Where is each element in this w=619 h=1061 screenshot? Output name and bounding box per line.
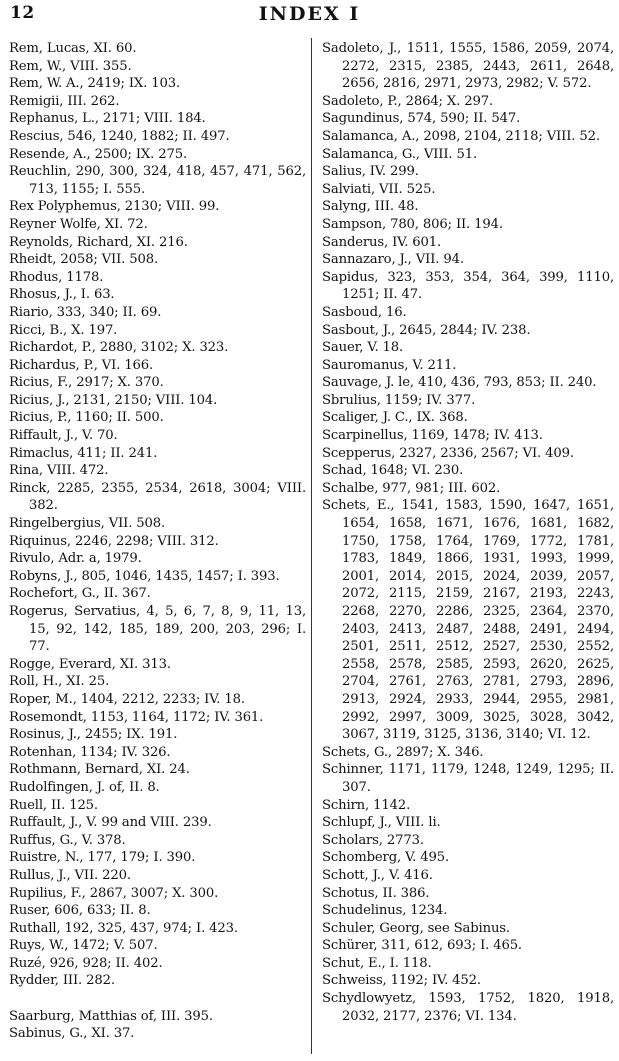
- index-entry: Rochefort, G., II. 367.: [9, 586, 151, 602]
- index-entry: Sauromanus, V. 211.: [322, 357, 457, 373]
- index-entry: Salyng, III. 48.: [322, 199, 419, 215]
- index-column-left: [9, 40, 306, 1043]
- index-entry: Resende, A., 2500; IX. 275.: [9, 146, 188, 162]
- index-entry: Schut, E., I. 118.: [322, 955, 432, 971]
- index-entry: Schirn, 1142.: [322, 797, 411, 813]
- index-entry: Schürer, 311, 612, 693; I. 465.: [322, 938, 522, 954]
- index-entry: Rosinus, J., 2455; IX. 191.: [9, 727, 178, 743]
- index-entry: Rem, Lucas, XI. 60.: [9, 41, 137, 56]
- index-entry: Schott, J., V. 416.: [322, 867, 433, 883]
- page-header: [0, 0, 619, 34]
- index-entry: Richardot, P., 2880, 3102; X. 323.: [9, 340, 229, 356]
- index-entry: Scholars, 2773.: [322, 832, 424, 848]
- index-entry: Scepperus, 2327, 2336, 2567; VI. 409.: [322, 445, 574, 461]
- index-entry: Rotenhan, 1134; IV. 326.: [9, 744, 171, 760]
- index-entry: Schuler, Georg, see Sabinus.: [322, 920, 510, 936]
- index-entry: Ruffus, G., V. 378.: [9, 832, 126, 848]
- index-entry: Rina, VIII. 472.: [9, 463, 109, 479]
- index-entry: Rephanus, L., 2171; VIII. 184.: [9, 111, 206, 127]
- index-entry: Ruthall, 192, 325, 437, 974; I. 423.: [9, 920, 238, 936]
- index-entry: Rupilius, F., 2867, 3007; X. 300.: [9, 885, 219, 901]
- index-entry: Schalbe, 977, 981; III. 602.: [322, 480, 501, 496]
- index-entry: Sannazaro, J., VII. 94.: [322, 252, 464, 268]
- column-divider: [311, 38, 312, 1054]
- index-entry: Schad, 1648; VI. 230.: [322, 463, 464, 479]
- index-entry: Schydlowyetz, 1593, 1752, 1820, 1918, 2032, 2177, 2376; VI. 134.: [322, 991, 614, 1024]
- index-entry: Schinner, 1171, 1179, 1248, 1249, 1295; II. 307.: [322, 762, 614, 795]
- index-entry: Rimaclus, 411; II. 241.: [9, 445, 158, 461]
- index-entry: Rosemondt, 1153, 1164, 1172; IV. 361.: [9, 709, 264, 725]
- index-entry: Roll, H., XI. 25.: [9, 674, 110, 690]
- index-entry: Remigii, III. 262.: [9, 93, 120, 109]
- index-entry: Robyns, J., 805, 1046, 1435, 1457; I. 393.: [9, 568, 280, 584]
- running-head: INDEX I: [258, 3, 361, 25]
- index-entry: Schlupf, J., VIII. li.: [322, 815, 441, 831]
- index-entry: Rhodus, 1178.: [9, 269, 104, 285]
- index-entry: Richardus, P., VI. 166.: [9, 357, 154, 373]
- index-entry: Rheidt, 2058; VII. 508.: [9, 252, 159, 268]
- index-entry: Sauvage, J. le, 410, 436, 793, 853; II. 240.: [322, 375, 597, 391]
- index-entry: Schets, E., 1541, 1583, 1590, 1647, 1651, 1654, 1658, 1671, 1676, 1681, 1682, 1750, 1758, 1764, 1769, 1772, 1781, 1783, 1849, 1866, 1931, 1993, 1999, 2001, 2014, 2015, 2024, 2039, 2057, 2072, 2115, 2159, 2167, 2193, 2243, 2268, 2270, 2286, 2325, 2364, 2370, 2403, 2413, 2487, 2488, 2491, 2494, 2501, 2511, 2512, 2527, 2530, 2552, 2558, 2578, 2585, 2593, 2620, 2625, 2704, 2761, 2763, 2781, 2793, 2896, 2913, 2924, 2933, 2944, 2955, 2981, 2992, 2997, 3009, 3025, 3028, 3042, 3067, 3119, 3125, 3136, 3140; VI. 12.: [322, 498, 614, 743]
- index-entry: Ruzé, 926, 928; II. 402.: [9, 955, 163, 971]
- index-entry: Salamanca, A., 2098, 2104, 2118; VIII. 52.: [322, 128, 600, 144]
- index-entry: Rem, W., VIII. 355.: [9, 58, 132, 74]
- index-entry: Sagundinus, 574, 590; II. 547.: [322, 111, 521, 127]
- index-entry: Ruistre, N., 177, 179; I. 390.: [9, 850, 196, 866]
- index-entry: Salamanca, G., VIII. 51.: [322, 146, 478, 162]
- index-entry: Ricius, P., 1160; II. 500.: [9, 410, 164, 426]
- index-entry: Sabinus, G., XI. 37.: [9, 1026, 135, 1042]
- index-entry: Ruser, 606, 633; II. 8.: [9, 903, 151, 919]
- index-entry: Reynolds, Richard, XI. 216.: [9, 234, 188, 250]
- index-entry: Rhosus, J., I. 63.: [9, 287, 115, 303]
- index-entry: Rem, W. A., 2419; IX. 103.: [9, 76, 180, 92]
- index-entry: Rogge, Everard, XI. 313.: [9, 656, 171, 672]
- index-entry: Ruell, II. 125.: [9, 797, 98, 813]
- index-entry: Sasbout, J., 2645, 2844; IV. 238.: [322, 322, 531, 338]
- index-entry: Schets, G., 2897; X. 346.: [322, 744, 484, 760]
- index-entry: Rivulo, Adr. a, 1979.: [9, 551, 142, 567]
- index-entry: Saarburg, Matthias of, III. 395.: [9, 1008, 213, 1024]
- index-entry: Reuchlin, 290, 300, 324, 418, 457, 471, 562, 713, 1155; I. 555.: [9, 164, 306, 197]
- index-entry: Scaliger, J. C., IX. 368.: [322, 410, 468, 426]
- index-entry: Rydder, III. 282.: [9, 973, 115, 989]
- index-entry: Rothmann, Bernard, XI. 24.: [9, 762, 190, 778]
- index-entry: Schudelinus, 1234.: [322, 903, 448, 919]
- page-number: 12: [10, 3, 35, 23]
- index-entry: Sadoleto, P., 2864; X. 297.: [322, 93, 493, 109]
- index-entry: Scarpinellus, 1169, 1478; IV. 413.: [322, 428, 543, 444]
- index-entry: Riquinus, 2246, 2298; VIII. 312.: [9, 533, 219, 549]
- index-entry: Ricius, F., 2917; X. 370.: [9, 375, 164, 391]
- index-entry: Rudolfingen, J. of, II. 8.: [9, 779, 160, 795]
- index-entry: Sapidus, 323, 353, 354, 364, 399, 1110, 1251; II. 47.: [322, 269, 614, 303]
- index-entry: Riario, 333, 340; II. 69.: [9, 304, 162, 320]
- index-entry: Rogerus, Servatius, 4, 5, 6, 7, 8, 9, 11, 13, 15, 92, 142, 185, 189, 200, 203, 296; I. 77.: [9, 604, 306, 655]
- index-entry: Schotus, II. 386.: [322, 885, 430, 901]
- index-entry: Rescius, 546, 1240, 1882; II. 497.: [9, 128, 230, 144]
- index-entry: Ruys, W., 1472; V. 507.: [9, 938, 158, 954]
- index-entry: Schomberg, V. 495.: [322, 850, 449, 866]
- index-entry: Schweiss, 1192; IV. 452.: [322, 973, 481, 989]
- index-entry: Salviati, VII. 525.: [322, 181, 436, 197]
- index-entry: Reyner Wolfe, XI. 72.: [9, 216, 148, 232]
- index-entry: Sampson, 780, 806; II. 194.: [322, 216, 503, 232]
- index-entry: Ricius, J., 2131, 2150; VIII. 104.: [9, 392, 218, 408]
- index-entry: Sanderus, IV. 601.: [322, 234, 442, 250]
- index-entry: Rinck, 2285, 2355, 2534, 2618, 3004; VIII. 382.: [9, 480, 306, 514]
- index-entry: Sbrulius, 1159; IV. 377.: [322, 392, 476, 408]
- index-entry: Ricci, B., X. 197.: [9, 322, 118, 338]
- index-entry: Sasboud, 16.: [322, 304, 407, 320]
- index-entry: Ruffault, J., V. 99 and VIII. 239.: [9, 815, 212, 831]
- index-entry: Ringelbergius, VII. 508.: [9, 516, 166, 532]
- index-entry: Salius, IV. 299.: [322, 164, 419, 180]
- index-entry: Sauer, V. 18.: [322, 340, 404, 356]
- index-entry: Roper, M., 1404, 2212, 2233; IV. 18.: [9, 691, 245, 707]
- index-entry: Rullus, J., VII. 220.: [9, 867, 131, 883]
- index-entry: Sadoleto, J., 1511, 1555, 1586, 2059, 2074, 2272, 2315, 2385, 2443, 2611, 2648, 2656, 2816, 2971, 2973, 2982; V. 572.: [322, 41, 614, 92]
- index-entry: Rex Polyphemus, 2130; VIII. 99.: [9, 199, 220, 215]
- index-entry: Riffault, J., V. 70.: [9, 428, 118, 444]
- index-column-right: [322, 40, 614, 1025]
